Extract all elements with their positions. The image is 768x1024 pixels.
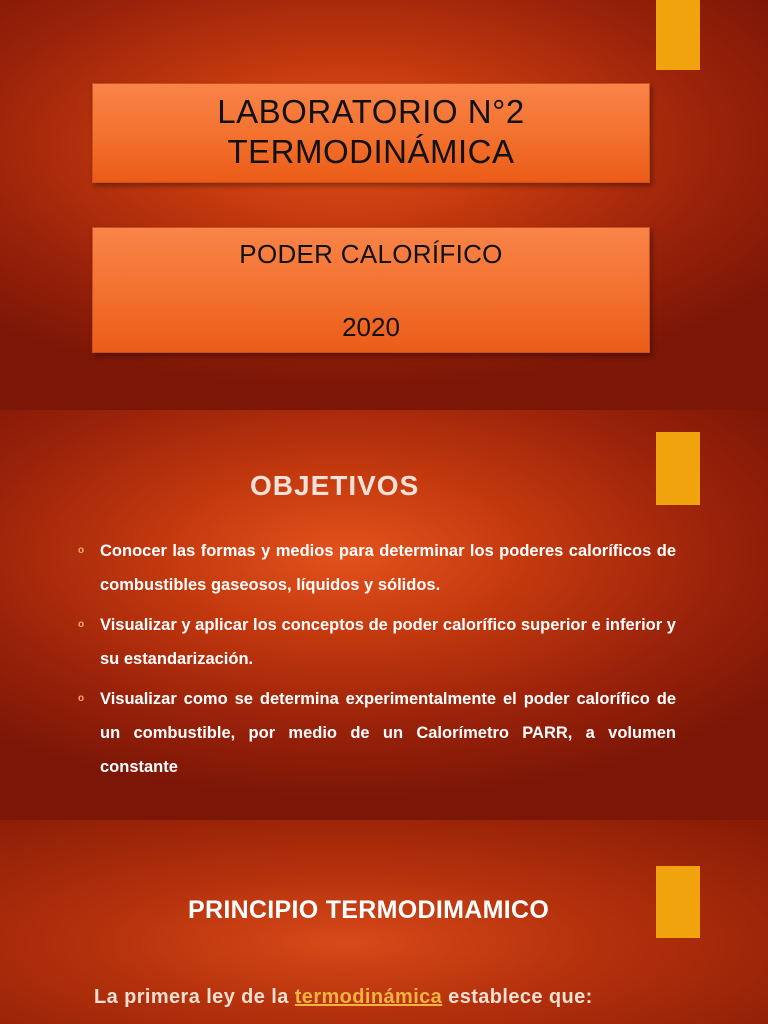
- title-box: [92, 83, 650, 183]
- title-line-2: TERMODINÁMICA: [227, 133, 515, 170]
- corner-accent-tab: [656, 0, 700, 70]
- year-label: 2020: [342, 312, 400, 342]
- objectives-list: [72, 534, 676, 790]
- law-statement: [94, 986, 593, 1009]
- corner-accent-tab: [656, 432, 700, 505]
- corner-accent-tab: [656, 866, 700, 938]
- list-item: [72, 534, 676, 602]
- list-item-text: Conocer las formas y medios para determinar los poderes caloríficos de combustibles gaseosos, líquidos y sólidos.: [100, 542, 676, 594]
- slide-title: [0, 0, 768, 410]
- list-item: [72, 682, 676, 784]
- subtitle-box: [92, 227, 650, 353]
- principle-heading: PRINCIPIO TERMODIMAMICO: [188, 896, 550, 924]
- law-prefix: La primera ley de la: [94, 986, 289, 1008]
- bullet-marker-icon: o: [78, 545, 85, 556]
- slide-objectives: [0, 410, 768, 820]
- title-line-1: LABORATORIO N°2: [217, 93, 525, 130]
- slide-principle: [0, 820, 768, 1024]
- subtitle: PODER CALORÍFICO: [239, 239, 503, 269]
- bullet-marker-icon: o: [78, 619, 85, 630]
- list-item: [72, 608, 676, 676]
- law-suffix: establece que:: [448, 986, 593, 1008]
- objectives-heading: OBJETIVOS: [250, 470, 420, 501]
- thermodynamics-link[interactable]: termodinámica: [294, 986, 443, 1008]
- list-item-text: Visualizar y aplicar los conceptos de poder calorífico superior e inferior y su estandarización.: [100, 616, 676, 668]
- bullet-marker-icon: o: [78, 693, 85, 704]
- list-item-text: Visualizar como se determina experimentalmente el poder calorífico de un combustible, por medio de un Calorímetro PARR, a volumen constante: [100, 690, 676, 776]
